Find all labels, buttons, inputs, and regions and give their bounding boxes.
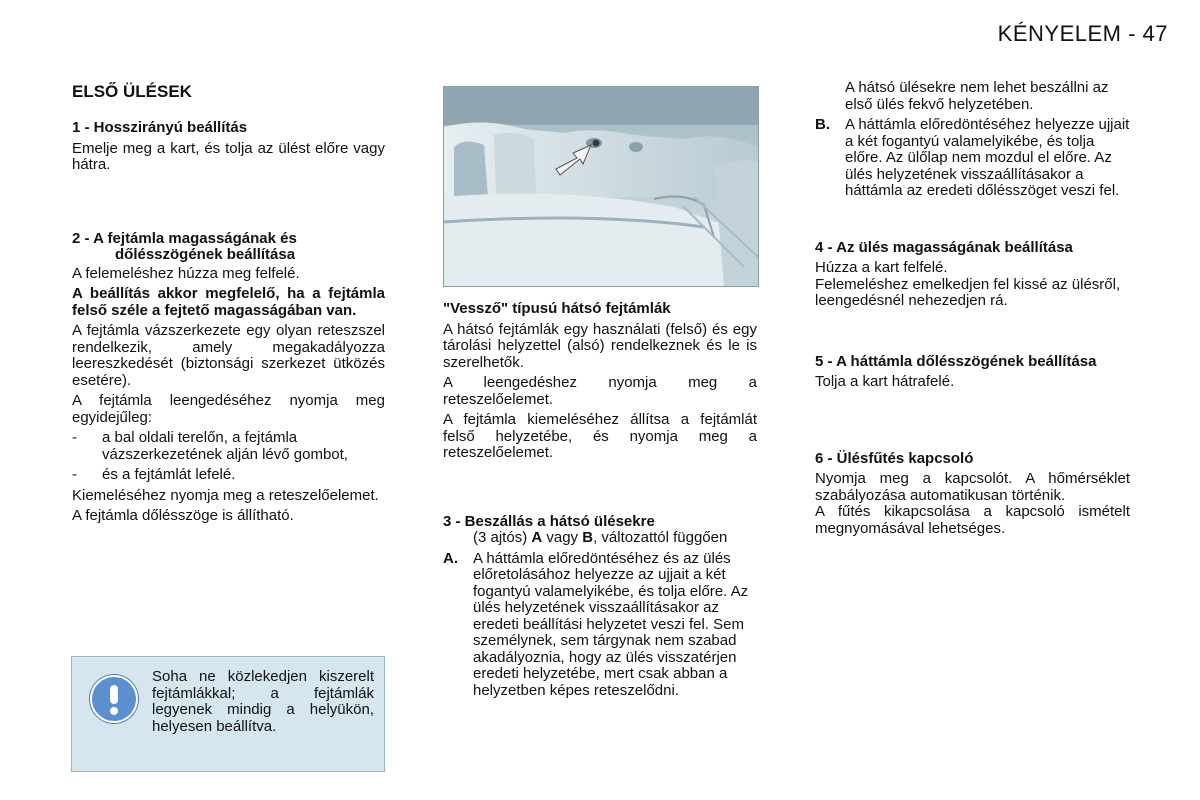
warning-text: Soha ne közlekedjen kiszerelt fejtámlákkal; a fejtámlák legyenek mindig a helyükön, helyesen beállítva. xyxy=(152,668,374,735)
text-heating-off: A fűtés kikapcsolása a kapcsoló ismételt megnyomásával lehetséges. xyxy=(815,503,1130,537)
list-item: - a bal oldali terelőn, a fejtámla vázszerkezetének alján lévő gombot, xyxy=(72,429,348,463)
heading-rear-headrests: "Vessző" típusú hátsó fejtámlák xyxy=(443,300,671,317)
list-item-b: B. A háttámla előredöntéséhez helyezze ujjait a két fogantyú valamelyikébe, és tolja előre. Az ülőlap nem mozdul el előre. Az ülés helyzetének visszaállításakor a háttámla az eredeti dőlésszöget veszi fel. xyxy=(815,116,1130,199)
heading-backrest-angle: 5 - A háttámla dőlésszögének beállítása xyxy=(815,352,1097,370)
heading-seat-height: 4 - Az ülés magasságának beállítása xyxy=(815,238,1073,256)
text-push-lever: Tolja a kart hátrafelé. xyxy=(815,373,955,390)
text-correct-setting: A beállítás akkor megfelelő, ha a fejtámla felső széle a fejtető magasságában van. xyxy=(72,285,385,319)
text-variant: (3 ajtós) A vagy B, változattól függően xyxy=(473,529,728,546)
column-middle xyxy=(443,301,757,703)
text-no-access: A hátsó ülésekre nem lehet beszállni az első ülés fekvő helyzetében. xyxy=(845,79,1109,113)
text-raise: A felemeléshez húzza meg felfelé. xyxy=(72,264,300,282)
warning-box xyxy=(71,656,385,772)
text-rear-lowering: A leengedéshez nyomja meg a reteszelőelemet. xyxy=(443,374,757,408)
heading-rear-access: 3 - Beszállás a hátsó ülésekre xyxy=(443,512,655,530)
list-item-a: A. A háttámla előredöntéséhez és az ülés előretolásához helyezze az ujjait a két fogantyú valamelyikébe, és tolja előre. Az ülés helyzetének visszaállításakor az eredeti beállítási helyzetet veszi fel. Sem személynek, sem tárgynak nem szabad akadályoznia, hogy az ülés visszatérjen eredeti helyzetébe, mert csak abban a helyzetben képes reteszelődni. xyxy=(443,549,749,699)
exclamation-icon xyxy=(90,675,138,723)
text-rear-remove: A fejtámla kiemeléséhez állítsa a fejtámlát felső helyzetébe, és nyomja meg a reteszelőelemet. xyxy=(443,411,757,461)
page-header: KÉNYELEM - 47 xyxy=(997,21,1168,46)
text-rear-positions: A hátsó fejtámlák egy használati (felső) és egy tárolási helyzettel (alsó) rendelkeznek és le is szerelhetők. xyxy=(443,320,757,371)
column-left xyxy=(72,82,385,529)
text-heating-switch: Nyomja meg a kapcsolót. A hőmérséklet szabályozása automatikusan történik. xyxy=(815,470,1130,504)
heading-seat-heating: 6 - Ülésfűtés kapcsoló xyxy=(815,449,974,467)
text-lowering: A fejtámla leengedéséhez nyomja meg egyidejűleg: xyxy=(72,392,385,426)
heading-longitudinal: 1 - Hosszirányú beállítás xyxy=(72,119,248,136)
text-raise-seat: Felemeléshez emelkedjen fel kissé az ülésről, leengedésnél nehezedjen rá. xyxy=(815,275,1121,309)
heading-headrest: 2 - A fejtámla magasságának és dőlésszögének beállítása xyxy=(72,229,297,263)
column-right xyxy=(815,80,1130,541)
list-item: - és a fejtámlát lefelé. xyxy=(72,466,236,483)
text-tilt: A fejtámla dőlésszöge is állítható. xyxy=(72,507,294,524)
text-pull-lever: Húzza a kart felfelé. xyxy=(815,259,948,276)
seat-photo xyxy=(443,86,759,287)
text-longitudinal: Emelje meg a kart, és tolja az ülést előre vagy hátra. xyxy=(72,139,385,173)
text-remove: Kiemeléséhez nyomja meg a reteszelőelemet. xyxy=(72,486,379,504)
section-title: ELSŐ ÜLÉSEK xyxy=(72,82,192,101)
text-frame-lock: A fejtámla vázszerkezete egy olyan reteszszel rendelkezik, amely megakadályozza leereszkedését (biztonsági szerkezet ütközés esetére). xyxy=(72,322,385,389)
